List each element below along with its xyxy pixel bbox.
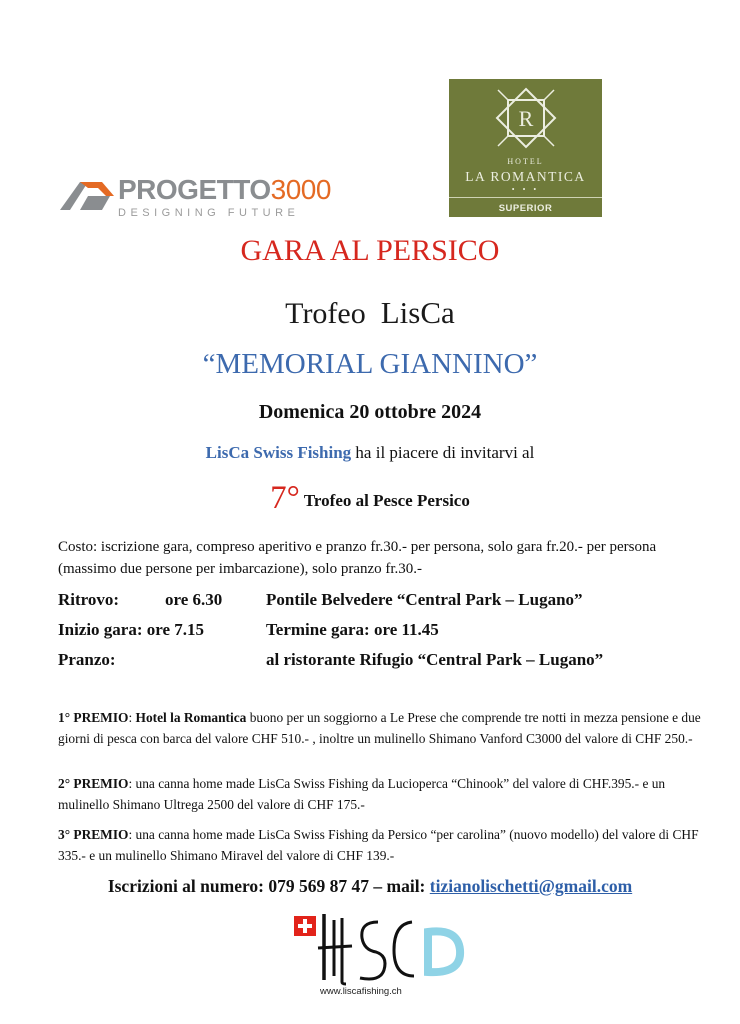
prize-text: : una canna home made LisCa Swiss Fishing da Persico “per carolina” (nuovo modello) del valore di CHF 335.- e un mulinello Shimano Miravel del valore di CHF 139.- bbox=[58, 827, 699, 863]
ritrovo-place: Pontile Belvedere “Central Park – Lugano” bbox=[266, 590, 583, 609]
hotel-divider bbox=[449, 197, 602, 198]
prize-second bbox=[58, 774, 708, 815]
invitation-text: ha il piacere di invitarvi al bbox=[351, 443, 535, 462]
organizer-name: LisCa Swiss Fishing bbox=[205, 443, 352, 462]
lisca-website: www.liscafishing.ch bbox=[320, 986, 402, 997]
ritrovo-time: ore 6.30 bbox=[165, 590, 223, 609]
trophy-subtitle bbox=[0, 295, 740, 331]
start-time: Inizio gara: ore 7.15 bbox=[58, 620, 205, 639]
contact-email-link[interactable]: tizianolischetti@gmail.com bbox=[429, 876, 633, 896]
end-time: Termine gara: ore 11.45 bbox=[266, 620, 439, 639]
progetto-roof-icon bbox=[58, 176, 116, 212]
prize-text: buono per un soggiorno a Le Prese che comprende tre notti in mezza pensione e due giorni di pesca con barca del valore CHF 510.- , inoltre un mulinello Shimano Vanford C3000 del valore di CHF 250.- bbox=[58, 710, 701, 746]
event-date: Domenica 20 ottobre 2024 bbox=[258, 401, 482, 423]
hotel-stars: • • • bbox=[511, 185, 540, 194]
progetto-tagline: DESIGNING FUTURE bbox=[118, 207, 300, 219]
cost-paragraph: Costo: iscrizione gara, compreso aperitivo e pranzo fr.30.- per persona, solo gara fr.20.- per persona (massimo due persone per imbarcazione), solo pranzo fr.30.- bbox=[58, 539, 657, 577]
invitation-line bbox=[0, 443, 740, 463]
pranzo-place: al ristorante Rifugio “Central Park – Lugano” bbox=[266, 650, 604, 669]
prize-label: 3° PREMIO bbox=[58, 827, 129, 842]
progetto-wordmark: PROGETTO3000 bbox=[118, 174, 331, 205]
hotel-name: LA ROMANTICA bbox=[465, 169, 586, 184]
prize-sponsor: Hotel la Romantica bbox=[135, 710, 247, 725]
pranzo-label: Pranzo: bbox=[58, 650, 116, 669]
prize-label: 1° PREMIO bbox=[58, 710, 129, 725]
hotel-monogram-letter: R bbox=[518, 106, 534, 131]
hotel-label: HOTEL bbox=[507, 157, 544, 166]
event-title: GARA AL PERSICO bbox=[240, 234, 500, 267]
subtitle-name: LisCa bbox=[380, 295, 455, 330]
prize-text: : una canna home made LisCa Swiss Fishing da Lucioperca “Chinook” del valore di CHF.395.- e un mulinello Shimano Ultrega 2500 del valore di CHF 175.- bbox=[58, 776, 666, 812]
prize-label: 2° PREMIO bbox=[58, 776, 129, 791]
trophy-ordinal: 7° bbox=[270, 480, 300, 516]
progetto-3000-logo bbox=[58, 172, 368, 222]
hotel-grade: SUPERIOR bbox=[498, 203, 553, 214]
memorial-title: “MEMORIAL GIANNINO” bbox=[202, 348, 538, 380]
registration-contact bbox=[0, 876, 740, 897]
hotel-monogram-emblem bbox=[494, 87, 558, 149]
contact-text: Iscrizioni al numero: 079 569 87 47 – mail: bbox=[107, 876, 430, 896]
lisca-logo bbox=[290, 910, 470, 1000]
subtitle-prefix: Trofeo bbox=[285, 297, 366, 330]
ritrovo-label: Ritrovo: bbox=[58, 590, 120, 609]
prize-third bbox=[58, 825, 708, 866]
hotel-la-romantica-logo bbox=[449, 79, 602, 217]
trophy-edition bbox=[0, 480, 740, 517]
trophy-name: Trofeo al Pesce Persico bbox=[303, 491, 470, 510]
prize-first: 1° PREMIO: Hotel la Romantica buono per un soggiorno a Le Prese che comprende tre notti in mezza pensione e due giorni di pesca con barca del valore CHF 510.- , inoltre un mulinello Shimano Vanford C3000 del valore di CHF 250.- bbox=[58, 710, 701, 746]
lisca-wordmark-drawing bbox=[290, 910, 470, 986]
